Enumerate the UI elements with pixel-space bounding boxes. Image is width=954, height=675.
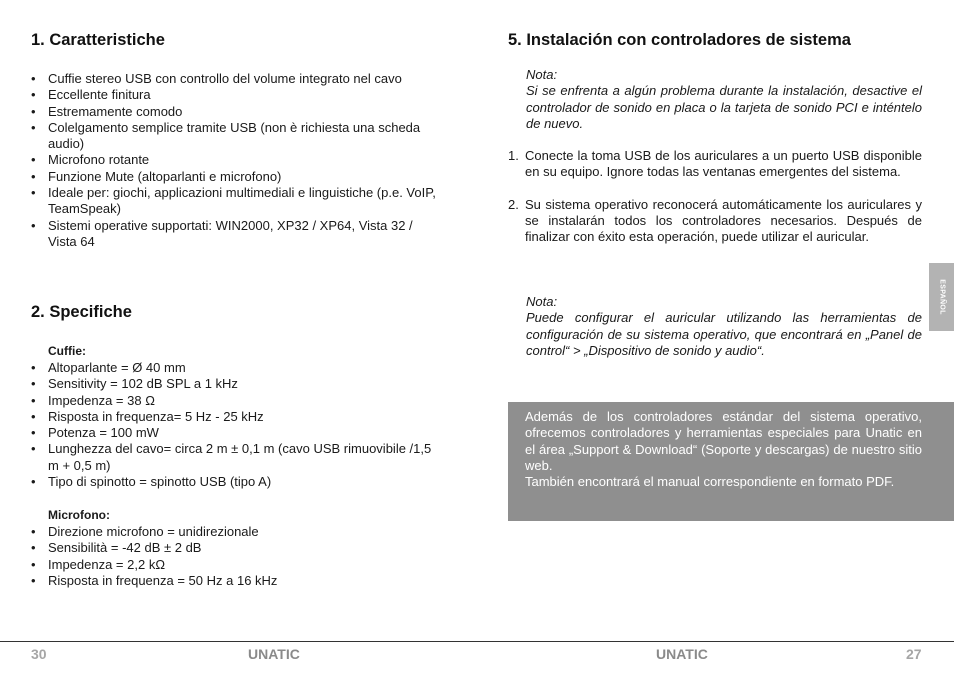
note-heading: Nota: — [526, 294, 558, 309]
section-title-caratteristiche: 1. Caratteristiche — [31, 31, 165, 49]
install-steps — [508, 148, 922, 245]
step-text: Su sistema operativo reconocerá automáticamente los auriculares y se instalarán todos los controladores necesarios. Después de finalizar con éxito esta operación, puede utilizar el auricular. — [525, 196, 922, 245]
list-item: • Colelgamento semplice tramite USB (non è richiesta una scheda audio) — [31, 120, 443, 153]
microfono-label: Microfono: — [48, 508, 110, 522]
list-item: • Funzione Mute (altoparlanti e microfono) — [31, 169, 443, 185]
list-item — [508, 197, 922, 246]
list-item: • Sistemi operative supportati: WIN2000, XP32 / XP64, Vista 32 / Vista 64 — [31, 218, 443, 251]
list-item — [508, 148, 922, 181]
list-item: • Ideale per: giochi, applicazioni multimediali e linguistiche (p.e. VoIP, TeamSpeak) — [31, 185, 443, 218]
list-item: • Tipo di spinotto = spinotto USB (tipo A) — [31, 474, 443, 490]
page-number-left: 30 — [31, 646, 47, 662]
list-item: • Eccellente finitura — [31, 87, 443, 103]
cuffie-label: Cuffie: — [48, 344, 86, 358]
list-item: • Cuffie stereo USB con controllo del volume integrato nel cavo — [31, 71, 443, 87]
step-text: Conecte la toma USB de los auriculares a un puerto USB disponible en su equipo. Ignore todas las ventanas emergentes del sistema. — [525, 148, 922, 180]
note-block-1 — [526, 67, 922, 132]
step-number: 1. — [508, 148, 519, 163]
list-item: • Direzione microfono = unidirezionale — [31, 524, 443, 540]
info-box — [508, 402, 954, 521]
footer-brand-right: UNATIC — [656, 646, 708, 662]
list-item: • Impedenza = 2,2 kΩ — [31, 557, 443, 573]
list-item: • Risposta in frequenza = 50 Hz a 16 kHz — [31, 573, 443, 589]
note-text: Si se enfrenta a algún problema durante la instalación, desactive el controlador de sonido en placa o la tarjeta de sonido PCI e inténtelo de nuevo. — [526, 83, 922, 131]
section-title-instalacion: 5. Instalación con controladores de sistema — [508, 31, 851, 49]
language-tab — [929, 263, 954, 331]
page-number-right: 27 — [906, 646, 922, 662]
features-list — [31, 71, 443, 250]
info-paragraph: También encontrará el manual correspondiente en formato PDF. — [525, 474, 895, 490]
list-item: • Risposta in frequenza= 5 Hz - 25 kHz — [31, 409, 443, 425]
language-tab-label: ESPAÑOL — [938, 279, 945, 315]
list-item: • Microfono rotante — [31, 152, 443, 168]
footer-brand-left: UNATIC — [248, 646, 300, 662]
list-item: • Sensitivity = 102 dB SPL a 1 kHz — [31, 376, 443, 392]
note-text: Puede configurar el auricular utilizando las herramientas de configuración de su sistema operativo, que encontrará en „Panel de control“ > „Dispositivo de sonido y audio“. — [526, 310, 922, 358]
list-item: • Sensibilità = -42 dB ± 2 dB — [31, 540, 443, 556]
cuffie-specs-list — [31, 360, 443, 490]
note-heading: Nota: — [526, 67, 558, 82]
step-number: 2. — [508, 196, 519, 212]
list-item: • Impedenza = 38 Ω — [31, 393, 443, 409]
list-item: • Lunghezza del cavo= circa 2 m ± 0,1 m (cavo USB rimuovibile /1,5 m + 0,5 m) — [31, 441, 443, 474]
list-item: • Potenza = 100 mW — [31, 425, 443, 441]
note-block-2 — [526, 294, 922, 359]
list-item: • Altoparlante = Ø 40 mm — [31, 360, 443, 376]
info-paragraph: Además de los controladores estándar del sistema operativo, ofrecemos controladores y herramientas especiales para Unatic en el área „Support & Download“ (Soporte y descargas) de nuestro sitio web. — [525, 409, 922, 473]
section-title-specifiche: 2. Specifiche — [31, 303, 132, 321]
footer-divider — [0, 641, 954, 642]
microfono-specs-list — [31, 524, 443, 589]
list-item: • Estremamente comodo — [31, 104, 443, 120]
